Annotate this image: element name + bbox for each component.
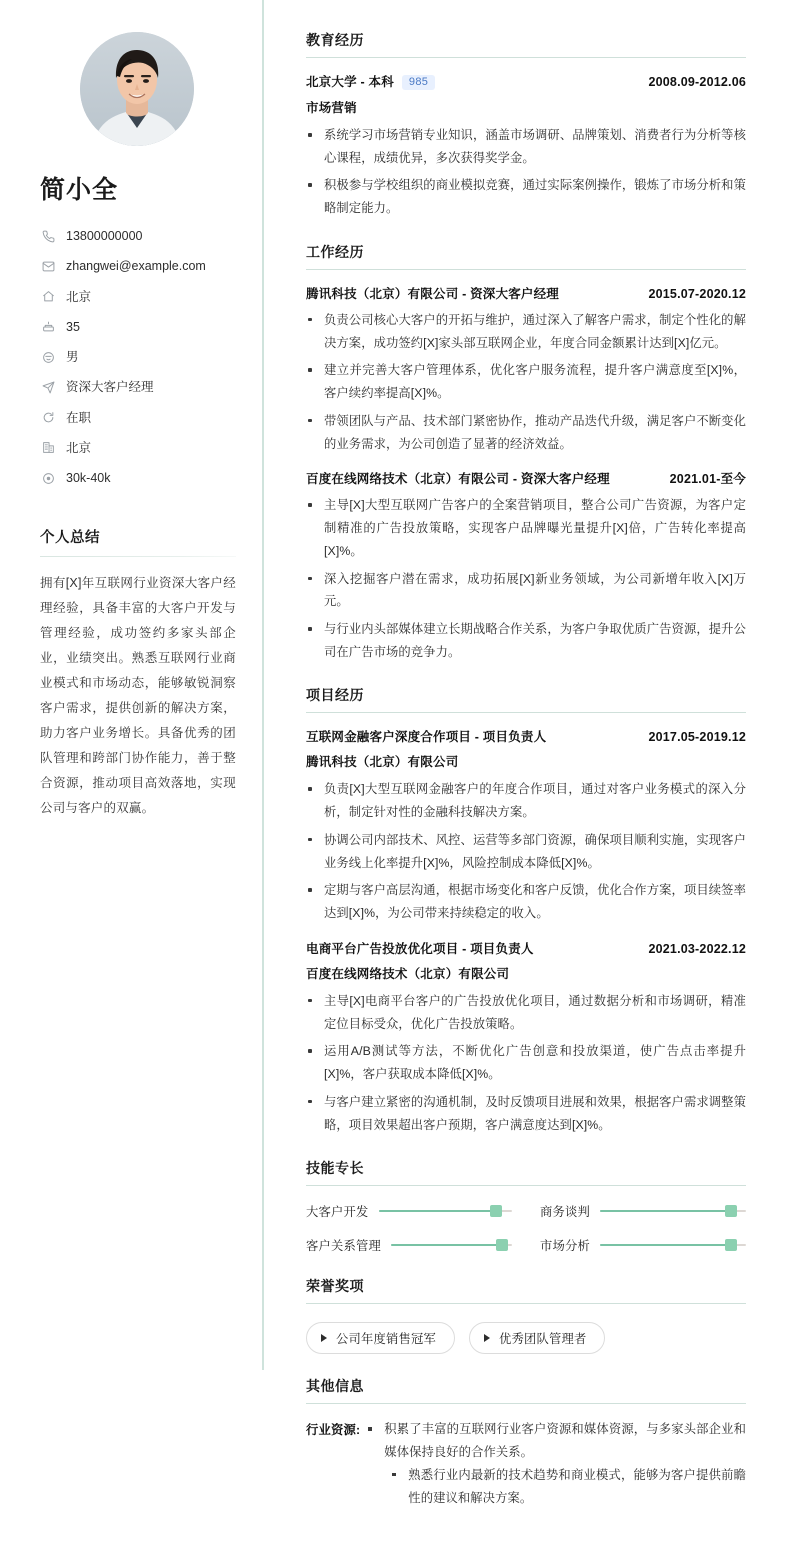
project-entry (306, 727, 746, 924)
project-date: 2017.05-2019.12 (648, 730, 746, 745)
contact-item-location (40, 289, 236, 305)
education-school-line (306, 72, 435, 91)
work-date: 2015.07-2020.12 (648, 286, 746, 301)
list-item: 负责公司核心大客户的开拓与维护，通过深入了解客户需求，制定个性化的解决方案，成功签约[X]家头部互联网企业，年度合同金额累计达到[X]亿元。 (306, 309, 746, 354)
skill-fill (391, 1244, 502, 1246)
skill-handle[interactable] (496, 1239, 508, 1251)
entry-header (306, 939, 746, 957)
education-date: 2008.09-2012.06 (648, 75, 746, 89)
home-icon (40, 290, 56, 304)
project-date: 2021.03-2022.12 (648, 941, 746, 956)
play-caret-icon (321, 1334, 327, 1342)
main-content (264, 0, 794, 1561)
entry-header (306, 284, 746, 302)
contact-value: 北京 (66, 440, 92, 455)
project-bullets (306, 778, 746, 924)
contact-item-status (40, 410, 236, 426)
contact-item-position (40, 379, 236, 395)
contact-value: 在职 (66, 410, 92, 425)
entry-header (306, 469, 746, 487)
award-label: 公司年度销售冠军 (336, 1332, 436, 1347)
education-major: 市场营销 (306, 101, 357, 115)
work-company: 百度在线网络技术（北京）有限公司 - 资深大客户经理 (306, 472, 610, 487)
other-body (364, 1418, 746, 1509)
refresh-icon (40, 411, 56, 425)
skill-fill (600, 1210, 731, 1212)
award-chip-0[interactable] (306, 1322, 455, 1354)
work-entry (306, 469, 746, 663)
project-name: 电商平台广告投放优化项目 - 项目负责人 (306, 941, 534, 956)
skill-row-0 (306, 1202, 512, 1220)
list-item: 系统学习市场营销专业知识，涵盖市场调研、品牌策划、消费者行为分析等核心课程，成绩优异，多次获得奖学金。 (306, 124, 746, 169)
section-title-skills: 技能专长 (306, 1160, 364, 1177)
contact-item-phone (40, 228, 236, 244)
gender-icon (40, 350, 56, 364)
section-skills (306, 1158, 746, 1254)
section-title-other: 其他信息 (306, 1378, 364, 1395)
project-bullets (306, 990, 746, 1136)
skill-row-3 (540, 1236, 746, 1254)
section-rule (306, 1185, 746, 1186)
list-item: 熟悉行业内最新的技术趋势和商业模式，能够为客户提供前瞻性的建议和解决方案。 (364, 1464, 746, 1509)
list-item: 与行业内头部媒体建立长期战略合作关系，为客户争取优质广告资源，提升公司在广告市场的竞争力。 (306, 618, 746, 663)
skill-handle[interactable] (725, 1239, 737, 1251)
award-chip-1[interactable] (469, 1322, 605, 1354)
section-rule (306, 269, 746, 270)
section-projects (306, 685, 746, 1136)
project-company: 腾讯科技（北京）有限公司 (306, 755, 459, 770)
list-item: 与客户建立紧密的沟通机制，及时反馈项目进展和效果，根据客户需求调整策略，项目效果超出客户预期，客户满意度达到[X]%。 (306, 1091, 746, 1136)
section-rule (306, 57, 746, 58)
avatar-wrap (38, 32, 236, 146)
list-item: 负责[X]大型互联网金融客户的年度合作项目，通过对客户业务模式的深入分析，制定针对性的金融科技解决方案。 (306, 778, 746, 823)
skill-fill (600, 1244, 731, 1246)
portrait-photo-icon (80, 32, 194, 146)
skill-row-2 (306, 1236, 512, 1254)
skill-row-1 (540, 1202, 746, 1220)
list-item: 深入挖掘客户潜在需求，成功拓展[X]新业务领域，为公司新增年收入[X]万元。 (306, 568, 746, 613)
contact-value: 30k-40k (66, 471, 111, 485)
skill-slider[interactable] (391, 1244, 512, 1246)
sidebar (0, 0, 264, 1370)
contact-value: 男 (66, 350, 79, 364)
contact-value: 35 (66, 319, 80, 334)
list-item: 积累了丰富的互联网行业客户资源和媒体资源，与多家头部企业和媒体保持良好的合作关系。 (364, 1418, 746, 1463)
list-item: 主导[X]大型互联网广告客户的全案营销项目，整合公司广告资源，为客户定制精准的广告投放策略，实现客户品牌曝光量提升[X]倍，广告转化率提高[X]%。 (306, 494, 746, 562)
other-row (306, 1418, 746, 1509)
phone-icon (40, 229, 56, 243)
skill-label: 商务谈判 (540, 1205, 590, 1220)
summary-text: 拥有[X]年互联网行业资深大客户经理经验，具备丰富的大客户开发与管理经验，成功签约多家头部企业，业绩突出。熟悉互联网行业商业模式和市场动态，能够敏锐洞察客户需求，提供创新的解决方案，助力客户业务增长。具备优秀的团队管理和跨部门协作能力，善于整合资源，推动项目高效落地，实现公司与客户的双赢。 (40, 576, 236, 816)
envelope-icon (40, 259, 56, 273)
play-caret-icon (484, 1334, 490, 1342)
list-item: 积极参与学校组织的商业模拟竞赛，通过实际案例操作，锻炼了市场分析和策略制定能力。 (306, 174, 746, 219)
education-entry (306, 72, 746, 220)
contact-item-work-city (40, 440, 236, 456)
skill-handle[interactable] (490, 1205, 502, 1217)
section-work (306, 242, 746, 664)
contact-value: 资深大客户经理 (66, 380, 154, 395)
education-school: 北京大学 - 本科 (306, 75, 394, 89)
contact-item-gender (40, 349, 236, 365)
section-other (306, 1376, 746, 1509)
contact-value: zhangwei@example.com (66, 259, 206, 274)
section-education (306, 30, 746, 220)
section-rule (306, 712, 746, 713)
section-rule (306, 1303, 746, 1304)
contact-item-email (40, 258, 236, 274)
skill-slider[interactable] (600, 1244, 746, 1246)
contact-value: 北京 (66, 289, 92, 304)
skill-slider[interactable] (600, 1210, 746, 1212)
contact-list (40, 228, 236, 486)
project-company: 百度在线网络技术（北京）有限公司 (306, 966, 510, 981)
work-bullets (306, 309, 746, 455)
entry-header (306, 72, 746, 91)
awards-row (306, 1318, 746, 1354)
list-item: 定期与客户高层沟通，根据市场变化和客户反馈，优化合作方案，项目续签率达到[X]%，为公司带来持续稳定的收入。 (306, 879, 746, 924)
other-label: 行业资源: (306, 1423, 361, 1438)
work-company: 腾讯科技（北京）有限公司 - 资深大客户经理 (306, 286, 560, 301)
skill-fill (379, 1210, 496, 1212)
avatar (80, 32, 194, 146)
contact-value: 13800000000 (66, 229, 143, 243)
section-title-projects: 项目经历 (306, 687, 364, 704)
entry-header (306, 727, 746, 745)
award-label: 优秀团队管理者 (498, 1332, 587, 1347)
person-name: 简小全 (40, 176, 119, 204)
list-item: 建立并完善大客户管理体系，优化客户服务流程，提升客户满意度至[X]%，客户续约率提高[X]%。 (306, 359, 746, 404)
work-entry (306, 284, 746, 455)
skill-handle[interactable] (725, 1205, 737, 1217)
send-icon (40, 380, 56, 394)
section-rule (306, 1403, 746, 1404)
list-item: 主导[X]电商平台客户的广告投放优化项目，通过数据分析和市场调研，精准定位目标受众，优化广告投放策略。 (306, 990, 746, 1035)
building-icon (40, 441, 56, 455)
other-bullets (364, 1418, 746, 1509)
section-title-work: 工作经历 (306, 243, 364, 260)
skill-label: 市场分析 (540, 1239, 590, 1254)
project-name: 互联网金融客户深度合作项目 - 项目负责人 (306, 730, 547, 745)
project-entry (306, 939, 746, 1136)
list-item: 运用A/B测试等方法，不断优化广告创意和投放渠道，使广告点击率提升[X]%，客户获取成本降低[X]%。 (306, 1040, 746, 1085)
status-badge-985: 985 (402, 75, 435, 90)
skill-slider[interactable] (379, 1210, 513, 1212)
section-awards (306, 1276, 746, 1354)
contact-item-age (40, 319, 236, 335)
skill-label: 大客户开发 (306, 1205, 369, 1220)
education-bullets (306, 124, 746, 220)
list-item: 带领团队与产品、技术部门紧密协作，推动产品迭代升级，满足客户不断变化的业务需求，为公司创造了显著的经济效益。 (306, 410, 746, 455)
salary-icon (40, 471, 56, 485)
section-title-awards: 荣誉奖项 (306, 1278, 364, 1295)
summary-title: 个人总结 (40, 530, 100, 547)
section-title-education: 教育经历 (306, 32, 364, 48)
work-bullets (306, 494, 746, 663)
work-date: 2021.01-至今 (669, 472, 746, 487)
cake-icon (40, 320, 56, 334)
summary-divider (40, 556, 236, 557)
list-item: 协调公司内部技术、风控、运营等多部门资源，确保项目顺利实施，实现客户业务线上化率提升[X]%，风险控制成本降低[X]%。 (306, 829, 746, 874)
skill-label: 客户关系管理 (306, 1239, 381, 1254)
contact-item-salary (40, 470, 236, 486)
skills-grid (306, 1200, 746, 1254)
